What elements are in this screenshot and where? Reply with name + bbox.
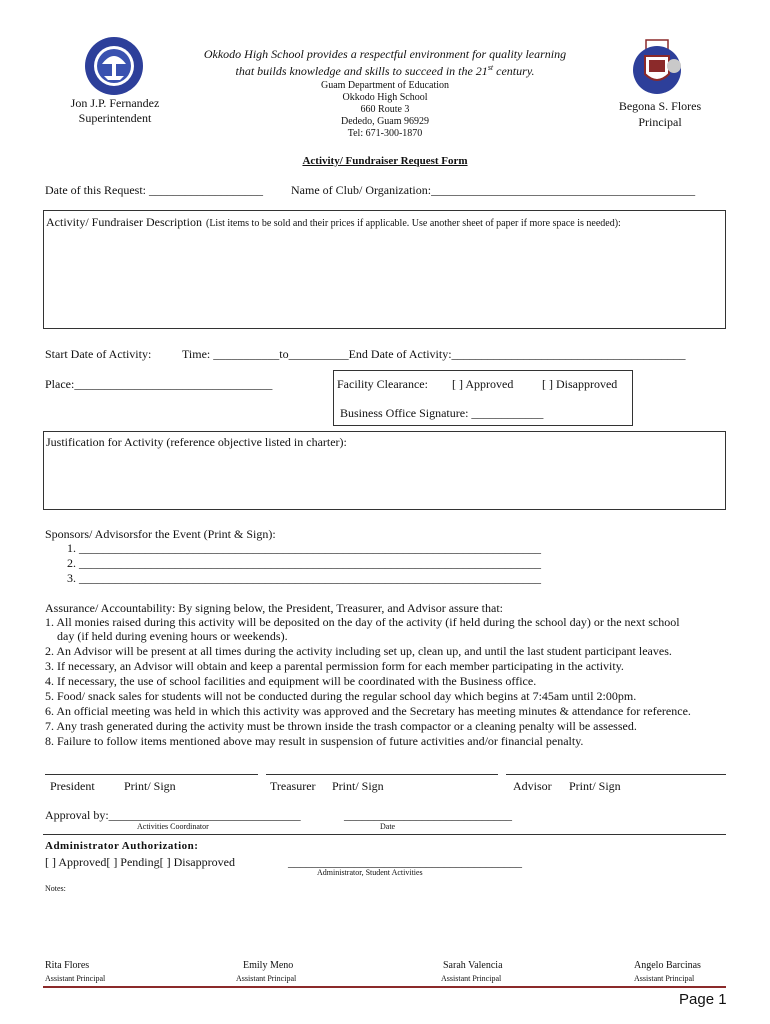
club-name-field[interactable]: Name of Club/ Organization:____________________________________________ xyxy=(291,183,696,197)
advisor-print-sign-label: Print/ Sign xyxy=(569,779,621,793)
date-caption: Date xyxy=(380,822,396,831)
mission-line-2-end: century. xyxy=(493,64,535,78)
principal-name: Begona S. Flores xyxy=(618,99,702,113)
treasurer-print-sign-label: Print/ Sign xyxy=(332,779,384,793)
street-address: 660 Route 3 xyxy=(360,104,410,115)
admin-section-divider xyxy=(43,834,726,835)
president-print-sign-label: Print/ Sign xyxy=(124,779,176,793)
facility-clearance-label: Facility Clearance: xyxy=(337,377,428,391)
disapproved-checkbox[interactable]: [ ] Disapproved xyxy=(542,377,618,391)
assurance-item: 7. Any trash generated during the activity must be thrown inside the trash compactor or a cleaning penalty will be assessed. xyxy=(45,719,637,733)
mission-line-1: Okkodo High School provides a respectful environment for quality learning xyxy=(203,47,567,61)
assurance-item: 6. An official meeting was held in which this activity was approved and the Secretary has meeting minutes & attendance for reference. xyxy=(45,704,691,718)
school-name: Okkodo High School xyxy=(342,92,428,103)
notes-label: Notes: xyxy=(45,884,66,893)
description-label: Activity/ Fundraiser Description xyxy=(46,215,202,229)
assurance-intro: Assurance/ Accountability: By signing below, the President, Treasurer, and Advisor assure that: xyxy=(45,601,504,615)
okkodo-high-school-crest-logo xyxy=(626,38,688,96)
superintendent-title: Superintendent xyxy=(78,111,152,125)
assistant-principal-role: Assistant Principal xyxy=(45,974,106,983)
start-date-label[interactable]: Start Date of Activity: xyxy=(45,347,152,361)
admin-signature-line[interactable]: _______________________________________ xyxy=(288,855,522,869)
place-field[interactable]: Place:_________________________________ xyxy=(45,377,273,391)
assurance-item: 2. An Advisor will be present at all times during the activity including set up, clean up, and until the last student participant leaves. xyxy=(45,644,672,658)
admin-decision-options[interactable]: [ ] Approved[ ] Pending[ ] Disapproved xyxy=(45,855,235,869)
department-name: Guam Department of Education xyxy=(320,80,449,91)
assistant-principal-role: Assistant Principal xyxy=(634,974,695,983)
mission-superscript: st xyxy=(487,63,494,72)
principal-title: Principal xyxy=(638,115,682,129)
approval-date-field[interactable]: ____________________________ xyxy=(344,808,512,822)
assistant-principal-name: Angelo Barcinas xyxy=(634,960,701,971)
description-label-line xyxy=(46,213,621,231)
page-number: Page 1 xyxy=(679,991,727,1008)
assurance-item: 4. If necessary, the use of school facilities and equipment will be coordinated with the Business office. xyxy=(45,674,537,688)
mission-line-2-text: that builds knowledge and skills to succeed in the 21 xyxy=(235,64,488,78)
admin-authorization-title: Administrator Authorization: xyxy=(45,840,199,852)
telephone: Tel: 671-300-1870 xyxy=(347,128,423,139)
sponsor-line-2[interactable]: 2. _____________________________________________________________________________ xyxy=(67,556,541,570)
president-signature-line[interactable] xyxy=(45,774,258,775)
mission-line-2 xyxy=(160,63,610,79)
description-note: (List items to be sold and their prices if applicable. Use another sheet of paper if more space is needed): xyxy=(205,218,621,229)
activities-coordinator-caption: Activities Coordinator xyxy=(137,822,209,831)
city-address: Dededo, Guam 96929 xyxy=(340,116,430,127)
assurance-item: 8. Failure to follow items mentioned above may result in suspension of future activities and/or financial penalty. xyxy=(45,734,584,748)
assurance-item: 3. If necessary, an Advisor will obtain and keep a parental permission form for each member participating in the activity. xyxy=(45,659,624,673)
assurance-item: day (if held during evening hours or weekends). xyxy=(45,629,288,643)
assistant-principal-role: Assistant Principal xyxy=(236,974,297,983)
superintendent-name: Jon J.P. Fernandez xyxy=(70,96,160,110)
advisor-label: Advisor xyxy=(513,779,552,793)
approval-by-field[interactable]: Approval by:________________________________ xyxy=(45,808,301,822)
treasurer-signature-line[interactable] xyxy=(266,774,498,775)
assistant-principal-name: Sarah Valencia xyxy=(443,960,503,971)
time-end-date-field[interactable]: Time: ___________to__________End Date of Activity:_______________________________________ xyxy=(182,347,686,361)
assistant-principal-role: Assistant Principal xyxy=(441,974,502,983)
advisor-signature-line[interactable] xyxy=(506,774,726,775)
date-of-request-field[interactable]: Date of this Request: ___________________ xyxy=(45,183,263,197)
treasurer-label: Treasurer xyxy=(270,779,316,793)
president-label: President xyxy=(50,779,95,793)
guam-doe-seal-logo xyxy=(84,36,144,96)
footer-accent-rule xyxy=(43,986,726,988)
assistant-principal-name: Rita Flores xyxy=(45,960,90,971)
approved-checkbox[interactable]: [ ] Approved xyxy=(452,377,514,391)
form-title: Activity/ Fundraiser Request Form xyxy=(302,155,468,167)
assurance-item: 5. Food/ snack sales for students will not be conducted during the regular school day which begins at 7:45am until 2:00pm. xyxy=(45,689,637,703)
admin-role-caption: Administrator, Student Activities xyxy=(317,868,423,877)
business-office-signature-field[interactable]: Business Office Signature: ____________ xyxy=(340,406,544,420)
assistant-principal-name: Emily Meno xyxy=(243,960,294,971)
sponsor-line-1[interactable]: 1. _____________________________________________________________________________ xyxy=(67,541,541,555)
justification-label: Justification for Activity (reference objective listed in charter): xyxy=(46,435,347,449)
sponsor-line-3[interactable]: 3. _____________________________________________________________________________ xyxy=(67,571,541,585)
sponsors-label: Sponsors/ Advisorsfor the Event (Print & Sign): xyxy=(45,527,276,541)
assurance-item: 1. All monies raised during this activity will be deposited on the day of the activity (if held during the school day) or the next school xyxy=(45,615,680,629)
